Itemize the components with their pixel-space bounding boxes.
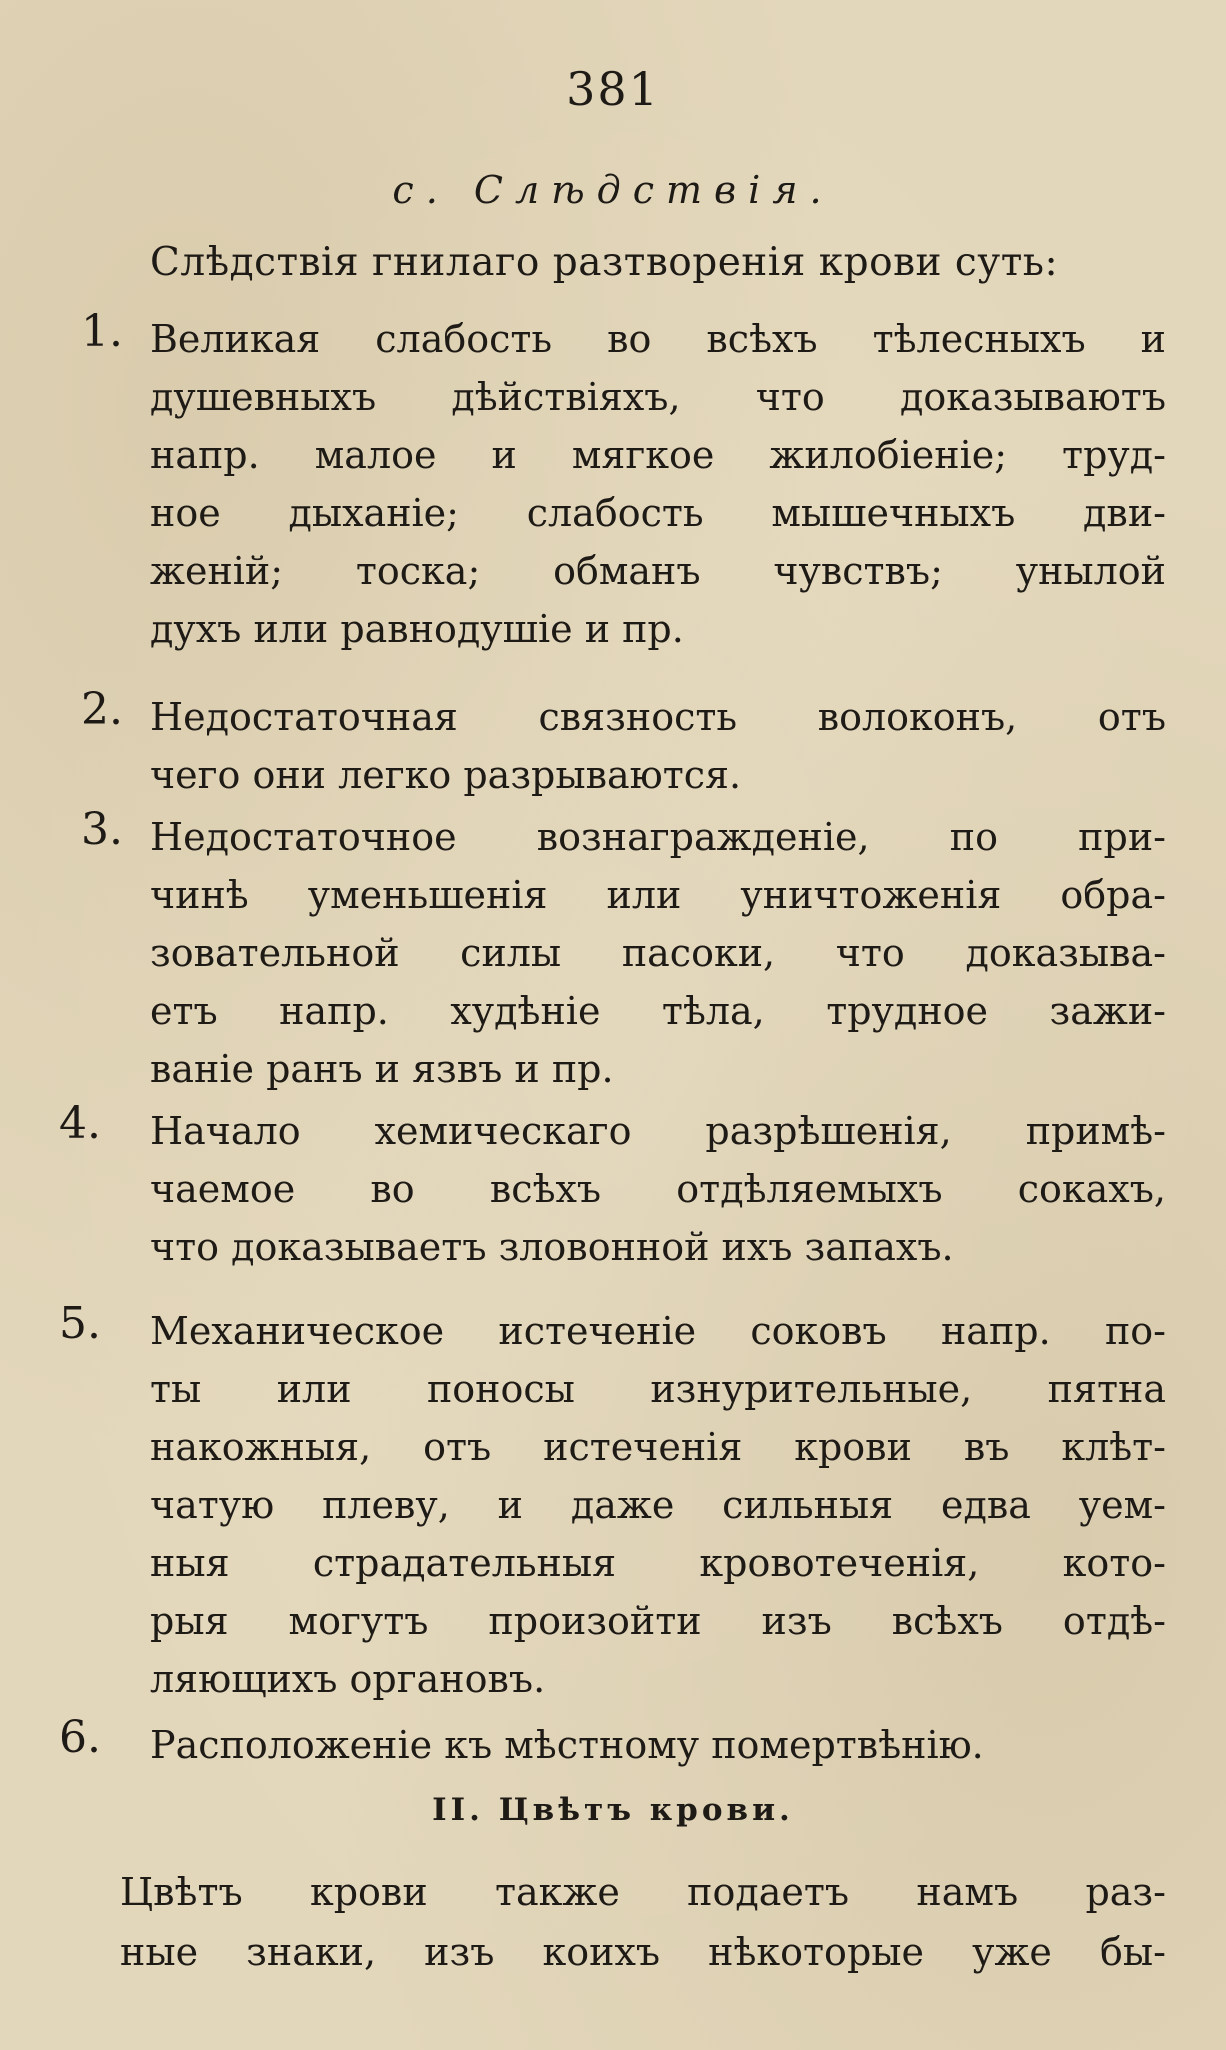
- text-line: ты или поносы изнурительные, пятна: [150, 1367, 1166, 1411]
- text-line: Недостаточное вознагражденіе, по при-: [150, 815, 1166, 859]
- list-item-text: [150, 808, 1166, 1098]
- section-heading: c. Слѣдствія.: [392, 168, 834, 212]
- text-line: ваніе ранъ и язвъ и пр.: [150, 1047, 614, 1091]
- text-line: Недостаточная связность волоконъ, отъ: [150, 695, 1166, 739]
- subheading: II. Цвѣтъ крови.: [432, 1792, 794, 1828]
- text-line: чего они легко разрываются.: [150, 753, 742, 797]
- text-line: женій; тоска; обманъ чувствъ; унылой: [150, 549, 1166, 593]
- intro-line: Слѣдствія гнилаго разтворенія крови суть:: [150, 240, 1059, 285]
- text-line: Начало хемическаго разрѣшенія, примѣ-: [150, 1109, 1166, 1153]
- list-item-number: 5.: [59, 1298, 101, 1349]
- text-line: зовательной силы пасоки, что доказыва-: [150, 931, 1166, 975]
- text-line: что доказываетъ зловонной ихъ запахъ.: [150, 1225, 954, 1269]
- page-number: 381: [566, 62, 660, 116]
- list-item-text: [150, 1716, 1166, 1774]
- list-item-text: [150, 310, 1166, 658]
- text-line: напр. малое и мягкое жилобіеніе; труд-: [150, 433, 1166, 477]
- paragraph-line: Цвѣтъ крови также подаетъ намъ раз-: [120, 1870, 1166, 1914]
- paragraph-line: ные знаки, изъ коихъ нѣкоторые уже бы-: [120, 1930, 1166, 1974]
- text-line: накожныя, отъ истеченія крови въ клѣт-: [150, 1425, 1166, 1469]
- list-item-number: 3.: [81, 804, 123, 855]
- text-line: Великая слабость во всѣхъ тѣлесныхъ и: [150, 317, 1166, 361]
- text-line: чатую плеву, и даже сильныя едва уем-: [150, 1483, 1166, 1527]
- list-item-text: [150, 1102, 1166, 1276]
- paragraph: [120, 1862, 1166, 1982]
- text-line: чаемое во всѣхъ отдѣляемыхъ сокахъ,: [150, 1167, 1166, 1211]
- text-line: рыя могутъ произойти изъ всѣхъ отдѣ-: [150, 1599, 1166, 1643]
- text-line: ное дыханіе; слабость мышечныхъ дви-: [150, 491, 1166, 535]
- list-item-number: 1.: [81, 306, 123, 357]
- text-line: духъ или равнодушіе и пр.: [150, 607, 684, 651]
- text-line: Механическое истеченіе соковъ напр. по-: [150, 1309, 1166, 1353]
- text-line: душевныхъ дѣйствіяхъ, что доказываютъ: [150, 375, 1166, 419]
- text-line: етъ напр. худѣніе тѣла, трудное зажи-: [150, 989, 1166, 1033]
- text-line: ляющихъ органовъ.: [150, 1657, 546, 1701]
- text-line: чинѣ уменьшенія или уничтоженія обра-: [150, 873, 1166, 917]
- list-item-text: [150, 1302, 1166, 1708]
- list-item-number: 6.: [59, 1712, 101, 1763]
- list-item-text: [150, 688, 1166, 804]
- text-line: ныя страдательныя кровотеченія, кото-: [150, 1541, 1166, 1585]
- list-item-number: 2.: [81, 684, 123, 735]
- text-line: Расположеніе къ мѣстному помертвѣнію.: [150, 1723, 984, 1767]
- list-item-number: 4.: [59, 1098, 101, 1149]
